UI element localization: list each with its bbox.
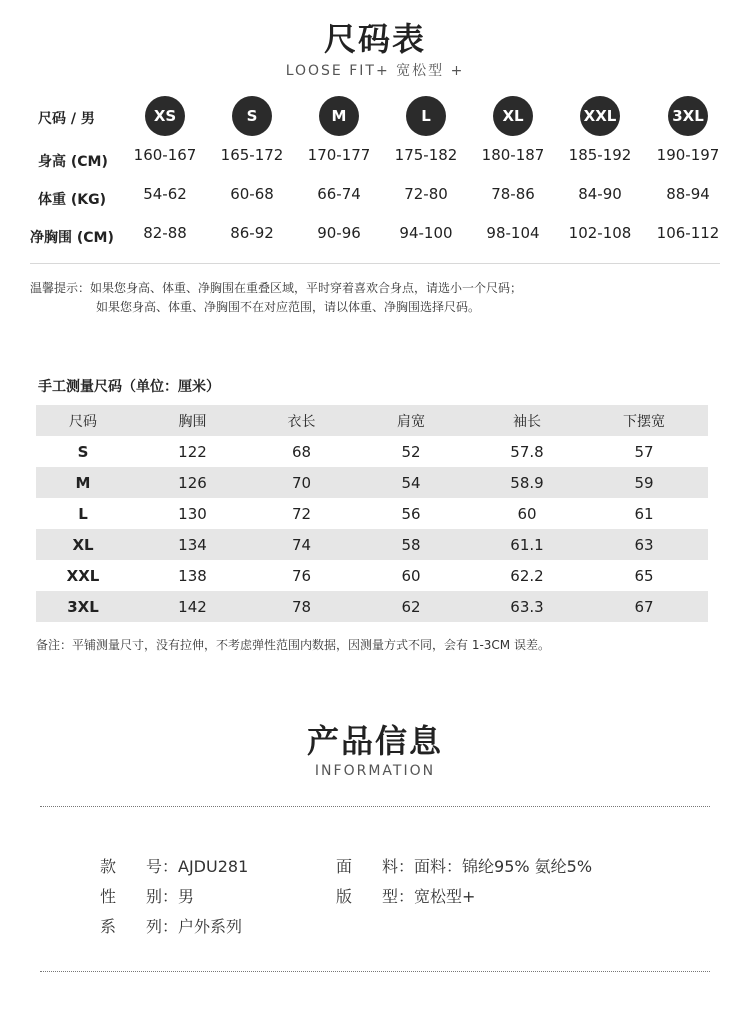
table-cell: 3XL [36,591,130,622]
header-hem: 下摆宽 [580,405,708,436]
table-row [36,591,708,622]
info-item-fit: 版型：宽松型+ [336,884,475,907]
table-cell: XL [36,529,130,560]
chest-value: 90-96 [317,224,361,242]
height-value: 165-172 [220,146,284,164]
weight-value: 72-80 [404,185,448,203]
info-title: 产品信息 [306,722,443,760]
size-badge-s: S [232,96,272,136]
row-label-height: 身高 (CM) [38,154,108,170]
size-badge-xs: XS [145,96,185,136]
table-cell: 134 [130,529,255,560]
table-cell: L [78,504,88,523]
table-header-row [36,405,708,436]
table-cell: 57 [634,442,654,461]
info-key: 版型 [336,887,398,906]
table-cell: 126 [130,467,255,498]
info-subtitle: INFORMATION [314,763,436,779]
header-length: 衣长 [255,405,348,436]
info-key: 性别 [100,887,162,906]
chest-value: 94-100 [399,224,453,242]
info-key: 面料 [336,857,398,876]
table-row [36,498,708,529]
dotted-divider-top [40,806,710,807]
table-cell: 63.3 [474,591,580,622]
chest-value: 102-108 [568,224,632,242]
row-label-weight: 体重 (KG) [38,192,107,208]
height-value: 185-192 [568,146,632,164]
table-cell: 54 [348,467,474,498]
row-label-size: 尺码 / 男 [38,111,95,127]
table-cell: 76 [291,566,312,585]
info-item-style-no: 款号：AJDU281 [100,854,248,877]
row-label-chest: 净胸围 (CM) [30,230,114,246]
weight-value: 84-90 [578,185,622,203]
height-value: 170-177 [307,146,371,164]
header-size: 尺码 [36,405,130,436]
info-value: 男 [178,887,195,906]
table-cell: 138 [178,566,207,585]
height-value: 180-187 [481,146,545,164]
table-cell: XXL [66,566,100,585]
info-item-fabric: 面料：面料：锦纶95% 氨纶5% [336,854,592,877]
table-cell: 57.8 [510,442,544,461]
measurement-table [36,405,708,622]
table-cell: 65 [634,566,654,585]
header-chest: 胸围 [130,405,255,436]
measurement-note: 备注：平铺测量尺寸，没有拉伸，不考虑弹性范围内数据，因测量方式不同，会有 1-3CM 误差。 [36,638,550,652]
info-value: 户外系列 [178,917,243,936]
chest-value: 106-112 [656,224,720,242]
table-cell: 56 [401,504,421,523]
weight-value: 66-74 [317,185,361,203]
table-cell: 60 [401,566,421,585]
chest-value: 86-92 [230,224,274,242]
size-badge-xxl: XXL [580,96,620,136]
info-key: 系列 [100,917,162,936]
size-chart-title: 尺码表 [323,20,426,58]
chest-value: 98-104 [486,224,540,242]
measurement-title: 手工测量尺码（单位：厘米） [38,379,220,395]
weight-value: 54-62 [143,185,187,203]
header-sleeve: 袖长 [474,405,580,436]
table-cell: 60 [517,504,537,523]
info-value: 面料：锦纶95% 氨纶5% [414,857,593,876]
size-badge-m: M [319,96,359,136]
size-badge-3xl: 3XL [668,96,708,136]
table-cell: 122 [178,442,207,461]
height-value: 190-197 [656,146,720,164]
info-value: 宽松型+ [414,887,476,906]
table-cell: 130 [178,504,207,523]
table-cell: 70 [255,467,348,498]
header-shoulder: 肩宽 [348,405,474,436]
table-row [36,467,708,498]
table-row [36,560,708,591]
weight-value: 78-86 [491,185,535,203]
table-cell: M [36,467,130,498]
table-cell: 63 [580,529,708,560]
table-cell: 59 [580,467,708,498]
size-badge-xl: XL [493,96,533,136]
table-cell: 61 [634,504,654,523]
info-value: AJDU281 [178,857,249,876]
info-item-series: 系列：户外系列 [100,914,242,937]
table-cell: 72 [291,504,312,523]
table-cell: 52 [401,442,421,461]
table-cell: 58 [348,529,474,560]
chest-value: 82-88 [143,224,187,242]
table-cell: 62.2 [510,566,544,585]
table-cell: 61.1 [474,529,580,560]
table-row [36,529,708,560]
tip-line-2: 如果您身高、体重、净胸围不在对应范围，请以体重、净胸围选择尺码。 [96,300,481,314]
weight-value: 88-94 [666,185,710,203]
weight-value: 60-68 [230,185,274,203]
table-cell: 74 [255,529,348,560]
table-cell: 62 [348,591,474,622]
info-item-gender: 性别：男 [100,884,194,907]
dotted-divider-bottom [40,971,710,972]
height-value: 160-167 [133,146,197,164]
height-value: 175-182 [394,146,458,164]
table-cell: 142 [130,591,255,622]
table-cell: S [77,442,89,461]
size-badge-l: L [406,96,446,136]
info-key: 款号 [100,857,162,876]
table-cell: 58.9 [474,467,580,498]
table-cell: 67 [580,591,708,622]
table-cell: 68 [291,442,312,461]
table-cell: 78 [255,591,348,622]
size-chart-subtitle: LOOSE FIT+ 宽松型 + [285,63,465,79]
tip-line-1: 温馨提示：如果您身高、体重、净胸围在重叠区域，平时穿着喜欢合身点，请选小一个尺码； [30,281,523,295]
divider [30,263,720,264]
table-row [36,436,708,467]
